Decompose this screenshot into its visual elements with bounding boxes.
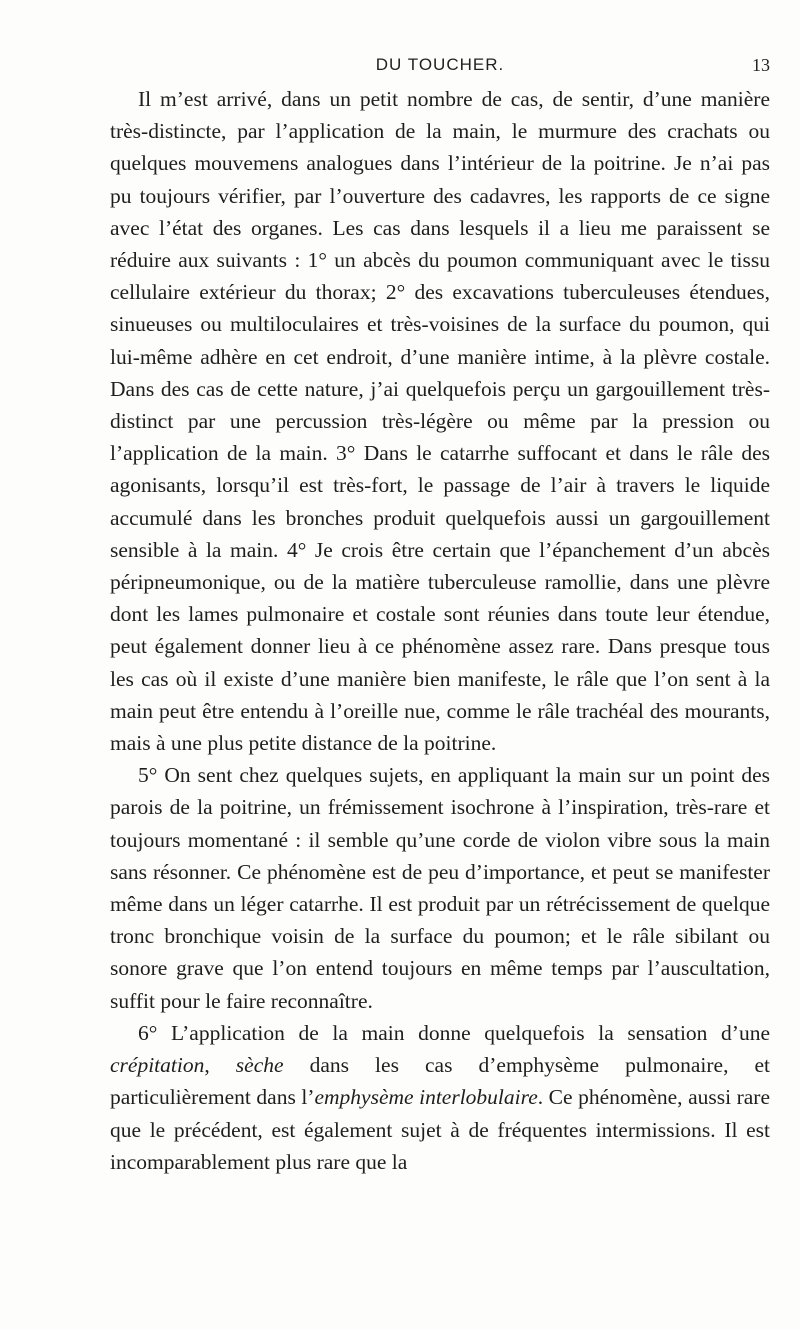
page-number: 13 — [752, 55, 770, 75]
paragraph-3-text-3: dans les cas d’emphysème pulmonaire, et particulièrement dans l’ — [110, 1053, 771, 1110]
paragraph-3 — [110, 1017, 770, 1178]
paragraph-3-text-2: , — [204, 1053, 236, 1078]
paragraph-3-text-4: . Ce phénomène, aussi rare que le précédent, est également sujet à de fréquentes intermissions. Il est incomparablement plus rare que la — [110, 1085, 771, 1174]
running-head — [110, 55, 770, 81]
running-title: DU TOUCHER. — [375, 55, 505, 74]
term-seche: sèche — [235, 1053, 284, 1078]
paragraph-3-text-1: 6° L’application de la main donne quelquefois la sensation d’une — [138, 1020, 770, 1045]
term-emphyseme-interlobulaire: emphysème interlobulaire — [314, 1085, 538, 1110]
paragraph-2: 5° On sent chez quelques sujets, en appliquant la main sur un point des parois de la poitrine, un frémissement isochrone à l’inspiration, très-rare et toujours momentané : il semble qu’une corde de violon vibre sous la main sans résonner. Ce phénomène est de peu d’importance, et peut se manifester même dans un léger catarrhe. Il est produit par un rétrécissement de quelque tronc bronchique voisin de la surface du poumon; et le râle sibilant ou sonore grave que l’on entend toujours en même temps par l’auscultation, suffit pour le faire reconnaître. — [110, 763, 770, 1013]
term-crepitation: crépitation — [110, 1053, 205, 1078]
paragraph-1: Il m’est arrivé, dans un petit nombre de cas, de sentir, d’une manière très-distincte, par l’application de la main, le murmure des crachats ou quelques mouvemens analogues dans l’intérieur de la poitrine. Je n’ai pas pu toujours vérifier, par l’ouverture des cadavres, les rapports de ce signe avec l’état des organes. Les cas dans lesquels il a lieu me paraissent se réduire aux suivants : 1° un abcès du poumon communiquant avec le tissu cellulaire extérieur du thorax; 2° des excavations tuberculeuses étendues, sinueuses ou multiloculaires et très-voisines de la surface du poumon, qui lui-même adhère en cet endroit, d’une manière intime, à la plèvre costale. Dans des cas de cette nature, j’ai quelquefois perçu un gargouillement très-distinct par une percussion très-légère ou même par la pression ou l’application de la main. 3° Dans le catarrhe suffocant et dans le râle des agonisants, lorsqu’il est très-fort, le passage de l’air à travers le liquide accumulé dans les bronches produit quelquefois aussi un gargouillement sensible à la main. 4° Je crois être certain que l’épanchement d’un abcès péripneumonique, ou de la matière tuberculeuse ramollie, dans une plèvre dont les lames pulmonaire et costale sont réunies dans toute leur étendue, peut également donner lieu à ce phénomène assez rare. Dans presque tous les cas où il existe d’une manière bien manifeste, le râle que l’on sent à la main peut être entendu à l’oreille nue, comme le râle trachéal des mourants, mais à une plus petite distance de la poitrine. — [110, 87, 770, 756]
body-text — [110, 83, 770, 1178]
